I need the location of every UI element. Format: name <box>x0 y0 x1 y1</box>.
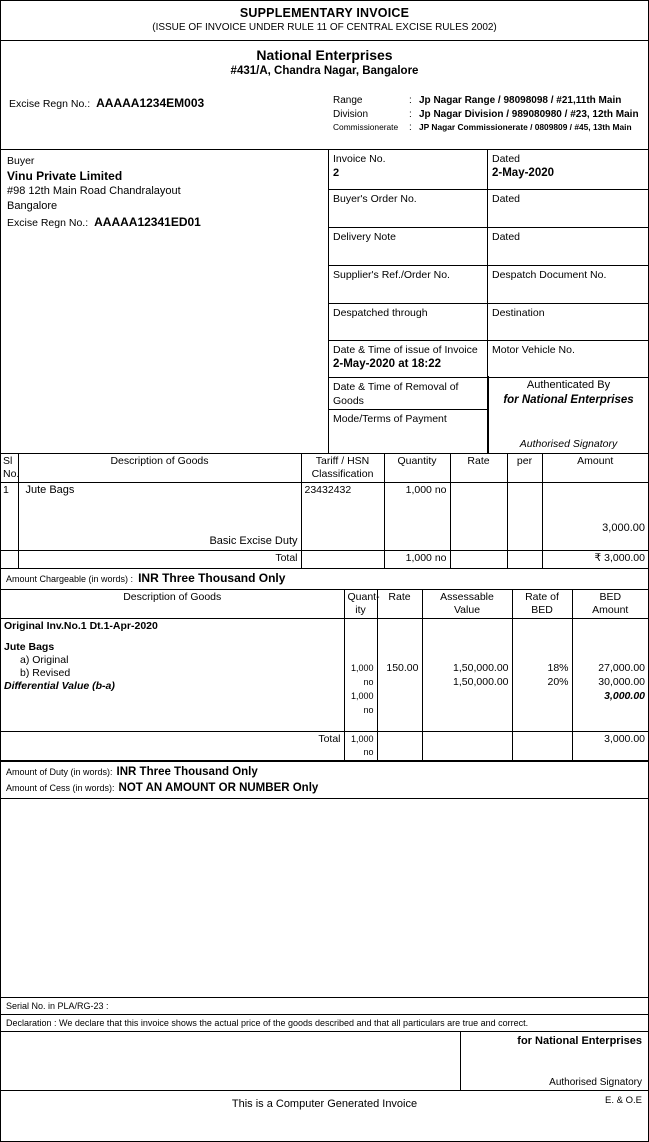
diff-line-b-rate-bed: 20% <box>547 676 569 688</box>
footer-area <box>1 1091 648 1117</box>
goods-total-tariff-spacer <box>301 551 384 569</box>
goods-row-quantity: 1,000 no <box>384 483 450 551</box>
goods-col-rate: Rate <box>450 454 507 483</box>
goods-row-amount-cell <box>542 483 648 551</box>
amount-of-duty-label: Amount of Duty (in words): <box>6 767 113 777</box>
diff-total-quantity: 1,000 no <box>344 732 377 761</box>
amount-of-duty-value: INR Three Thousand Only <box>116 766 258 778</box>
authenticated-by-firm: for National Enterprises <box>503 394 634 406</box>
issue-datetime-value: 2-May-2020 at 18:22 <box>333 358 442 370</box>
amount-of-cess-label: Amount of Cess (in words): <box>6 783 115 793</box>
buyer-and-invoice-details <box>1 150 648 454</box>
declaration-text: Declaration : We declare that this invoice shows the actual price of the goods described and that all particulars are true and correct. <box>6 1018 529 1028</box>
despatch-document-no-label: Despatch Document No. <box>492 269 607 281</box>
buyer-address-line-2: Bangalore <box>7 199 58 212</box>
buyers-order-dated-label: Dated <box>492 193 521 205</box>
commissionerate-value: JP Nagar Commissionerate / 0809809 / #45, 13th Main <box>419 122 632 133</box>
differential-table-wrap <box>1 590 648 762</box>
motor-vehicle-no-cell <box>488 341 648 377</box>
amount-chargeable-value: INR Three Thousand Only <box>138 571 286 585</box>
despatched-through-label: Despatched through <box>333 307 428 319</box>
payment-terms-label: Mode/Terms of Payment <box>333 413 447 425</box>
invoice-detail-row-delivery-note <box>329 228 648 266</box>
delivery-note-label: Delivery Note <box>333 231 397 243</box>
serial-no-row <box>1 998 648 1015</box>
diff-line-a-rate: 150.00 <box>386 662 419 674</box>
computer-generated-note: This is a Computer Generated Invoice <box>231 1098 418 1110</box>
diff-differential-amount: 3,000.00 <box>604 690 645 702</box>
jurisdiction-row-range <box>333 94 639 108</box>
diff-col-bed-amount-line1: BED <box>599 591 622 603</box>
invoice-no-cell <box>329 150 488 189</box>
issue-datetime-cell <box>329 341 488 377</box>
buyer-address-line-1: #98 12th Main Road Chandralayout <box>7 185 181 197</box>
goods-row-tariff: 23432432 <box>301 483 384 551</box>
goods-total-label: Total <box>18 551 301 569</box>
buyer-box <box>1 150 329 453</box>
goods-col-sl-line1: Sl <box>3 455 13 467</box>
diff-col-rate-of-bed-line1: Rate of <box>525 591 559 603</box>
goods-table <box>1 454 648 569</box>
diff-total-label: Total <box>1 732 344 761</box>
delivery-note-cell <box>329 228 488 265</box>
duty-words-block <box>1 762 648 799</box>
range-value: Jp Nagar Range / 98098098 / #21,11th Main <box>419 95 622 106</box>
motor-vehicle-no-label: Motor Vehicle No. <box>492 344 575 356</box>
jurisdiction-row-commissionerate <box>333 121 639 134</box>
diff-col-rate-of-bed <box>512 590 572 619</box>
amount-chargeable-label: Amount Chargeable (in words) : <box>6 574 134 584</box>
diff-rate-bed-cell <box>512 619 572 732</box>
goods-row-rate <box>450 483 507 551</box>
diff-col-assessable <box>422 590 512 619</box>
payment-terms-cell <box>329 410 488 454</box>
diff-col-assessable-line2: Value <box>453 604 481 616</box>
jurisdiction-block <box>333 94 639 134</box>
eoe-note: E. & O.E <box>605 1095 642 1106</box>
diff-col-bed-amount <box>572 590 648 619</box>
division-value: Jp Nagar Division / 989080980 / #23, 12th Main <box>419 108 639 120</box>
buyer-label: Buyer <box>7 155 35 167</box>
diff-line-b-bed-amount: 30,000.00 <box>598 676 645 688</box>
diff-line-a-assessable: 1,50,000.00 <box>453 662 509 674</box>
suppliers-ref-cell <box>329 266 488 303</box>
diff-rate-cell <box>377 619 422 732</box>
signature-firm-name: for National Enterprises <box>517 1035 642 1047</box>
invoice-dated-label: Dated <box>492 153 521 165</box>
invoice-detail-row-suppliers-ref <box>329 266 648 304</box>
removal-datetime-cell <box>329 378 488 410</box>
buyers-order-dated-cell <box>488 190 648 227</box>
authenticated-by-signatory: Authorised Signatory <box>519 438 618 450</box>
invoice-dated-value: 2-May-2020 <box>492 167 555 179</box>
destination-label: Destination <box>492 307 545 319</box>
goods-table-row <box>1 483 648 551</box>
serial-no-label: Serial No. in PLA/RG-23 : <box>6 1001 109 1011</box>
amount-chargeable-row <box>1 569 648 590</box>
invoice-detail-row-issue-datetime <box>329 341 648 378</box>
delivery-note-dated-label: Dated <box>492 231 521 243</box>
amount-of-duty-row <box>6 764 643 780</box>
diff-col-quantity-line1: Quant- <box>347 591 380 603</box>
buyer-excise-label: Excise Regn No.: <box>7 217 89 229</box>
company-address: #431/A, Chandra Nagar, Bangalore <box>230 65 419 77</box>
buyers-order-no-label: Buyer's Order No. <box>333 193 417 205</box>
diff-col-assessable-line1: Assessable <box>440 591 494 603</box>
goods-col-sl <box>1 454 18 483</box>
seller-excise-regn <box>9 96 204 111</box>
goods-table-total-row <box>1 551 648 569</box>
invoice-dated-cell <box>488 150 648 189</box>
destination-cell <box>488 304 648 340</box>
issue-datetime-label: Date & Time of issue of Invoice <box>333 344 478 356</box>
diff-line-a-bed-amount: 27,000.00 <box>598 662 645 674</box>
goods-total-sl-spacer <box>1 551 18 569</box>
jurisdiction-row-division <box>333 108 639 122</box>
invoice-detail-row-invoice-no <box>329 150 648 190</box>
diff-total-assessable <box>422 732 512 761</box>
diff-line-b-label: b) Revised <box>20 667 71 679</box>
despatch-document-no-cell <box>488 266 648 303</box>
diff-col-rate: Rate <box>377 590 422 619</box>
diff-col-quantity-line2: ity <box>355 604 366 616</box>
signature-left-blank <box>1 1032 461 1090</box>
removal-datetime-label: Date & Time of Removal of Goods <box>333 381 459 407</box>
signature-right-block <box>461 1032 648 1090</box>
goods-row-sub-description: Basic Excise Duty <box>209 535 298 547</box>
diff-total-rate-bed <box>512 732 572 761</box>
goods-row-description: Jute Bags <box>25 484 75 496</box>
range-colon: : <box>409 95 412 106</box>
diff-col-rate-of-bed-line2: BED <box>531 604 553 616</box>
goods-col-sl-line2: No. <box>3 468 20 480</box>
invoice-detail-row-despatched-through <box>329 304 648 341</box>
company-band <box>1 46 648 150</box>
invoice-details-grid <box>329 150 648 453</box>
diff-col-quantity <box>344 590 380 619</box>
goods-col-quantity: Quantity <box>384 454 450 483</box>
differential-body-row <box>1 619 648 732</box>
goods-col-amount: Amount <box>542 454 648 483</box>
goods-col-tariff-line1: Tariff / HSN <box>315 455 370 467</box>
goods-table-header-row <box>1 454 648 483</box>
goods-col-per: per <box>507 454 542 483</box>
diff-line-a-label: a) Original <box>20 654 69 666</box>
diff-quantity-cell <box>344 619 377 732</box>
delivery-note-dated-cell <box>488 228 648 265</box>
signature-area <box>1 1032 648 1091</box>
invoice-detail-row-buyers-order <box>329 190 648 228</box>
buyer-excise-regn <box>7 214 322 231</box>
diff-line-b-quantity: 1,000 no <box>350 691 374 715</box>
division-label: Division <box>333 108 369 120</box>
diff-total-bed-amount: 3,000.00 <box>572 732 648 761</box>
diff-line-b-assessable: 1,50,000.00 <box>453 676 509 688</box>
goods-total-quantity: 1,000 no <box>384 551 450 569</box>
blank-notes-area <box>1 799 648 998</box>
diff-col-description: Description of Goods <box>1 590 344 619</box>
goods-row-per <box>507 483 542 551</box>
signature-authorised-signatory: Authorised Signatory <box>549 1077 642 1088</box>
buyer-name: Vinu Private Limited <box>7 169 123 183</box>
diff-item-name: Jute Bags <box>4 641 55 653</box>
commissionerate-colon: : <box>409 122 412 134</box>
diff-line-a-quantity: 1,000 no <box>350 663 374 687</box>
company-name: National Enterprises <box>256 47 393 63</box>
authenticated-by-title: Authenticated By <box>526 379 611 391</box>
differential-total-row <box>1 732 648 761</box>
differential-header-row <box>1 590 648 619</box>
diff-line-a-rate-bed: 18% <box>547 662 569 674</box>
diff-col-bed-amount-line2: Amount <box>592 604 629 616</box>
goods-row-sub-amount: 3,000.00 <box>602 522 645 534</box>
amount-of-cess-value: NOT AN AMOUNT OR NUMBER Only <box>118 782 319 794</box>
goods-col-description: Description of Goods <box>18 454 301 483</box>
authenticated-by-box <box>488 376 648 453</box>
goods-total-per-spacer <box>507 551 542 569</box>
amount-of-cess-row <box>6 780 643 796</box>
seller-excise-value: AAAAA1234EM003 <box>96 96 205 110</box>
diff-differential-label: Differential Value (b-a) <box>4 680 115 692</box>
diff-assessable-cell <box>422 619 512 732</box>
buyers-order-no-cell <box>329 190 488 227</box>
goods-row-sl: 1 <box>1 483 18 551</box>
differential-table <box>1 590 648 761</box>
goods-total-amount: ₹ 3,000.00 <box>542 551 648 569</box>
range-label: Range <box>333 95 363 106</box>
division-colon: : <box>409 108 412 120</box>
goods-total-rate-spacer <box>450 551 507 569</box>
document-title-band <box>1 1 648 41</box>
commissionerate-label: Commissionerate <box>333 122 399 133</box>
declaration-row <box>1 1015 648 1032</box>
goods-col-tariff-line2: Classification <box>311 468 374 480</box>
document-subtitle: (ISSUE OF INVOICE UNDER RULE 11 OF CENTRAL EXCISE RULES 2002) <box>152 22 497 33</box>
diff-total-rate <box>377 732 422 761</box>
goods-col-tariff <box>301 454 384 483</box>
suppliers-ref-label: Supplier's Ref./Order No. <box>333 269 450 281</box>
despatched-through-cell <box>329 304 488 340</box>
diff-bed-amount-cell <box>572 619 648 732</box>
diff-description-cell <box>1 619 344 732</box>
invoice-no-label: Invoice No. <box>333 153 386 165</box>
buyer-excise-value: AAAAA12341ED01 <box>94 215 201 229</box>
goods-row-description-cell <box>18 483 301 551</box>
diff-original-ref: Original Inv.No.1 Dt.1-Apr-2020 <box>4 620 158 632</box>
document-title: SUPPLEMENTARY INVOICE <box>239 6 410 20</box>
invoice-no-value: 2 <box>333 167 340 179</box>
seller-excise-label: Excise Regn No.: <box>9 98 91 110</box>
